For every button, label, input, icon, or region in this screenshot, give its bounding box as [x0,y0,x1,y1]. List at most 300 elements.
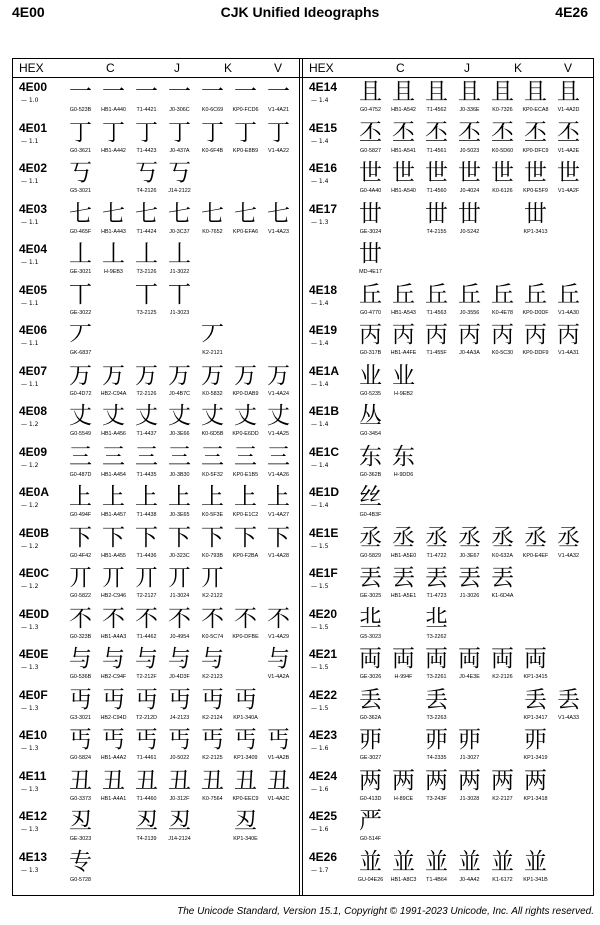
glyph: 丆 [69,322,92,348]
code-point: 4E14 [309,80,338,94]
glyph-cell [97,686,130,722]
glyph: 丁 [69,119,92,146]
glyph: 丝 [359,484,382,510]
glyph: 丘 [425,281,448,308]
code-point: 4E0E [19,647,49,661]
chart-row [13,78,301,119]
glyph: 丐 [234,727,257,753]
glyph: 丘 [359,281,382,308]
source-id: V1-4A2C [267,795,290,802]
glyph-cell [163,767,196,803]
source-id: GE-3027 [359,755,382,761]
glyph-cell [420,605,453,641]
code-point: 4E18 [309,282,338,297]
source-id: V1-4A30 [558,309,579,316]
glyph-cell [453,564,486,600]
source-id: KP1-341B [523,876,548,883]
code-point: 4E03 [19,201,48,216]
unicode-version: — 1.5 [311,664,329,671]
header-range-start: 4E00 [12,4,45,20]
unicode-version: — 1.1 [21,340,39,347]
source-id: T1-4437 [136,431,157,437]
source-id: H-89CE [393,795,414,802]
source-id: V1-4A32 [558,552,579,559]
source-id: T3-243F [426,795,447,802]
code-point: 4E07 [19,363,48,378]
glyph-cell [519,524,552,560]
glyph: 三 [234,443,257,470]
glyph: 丢 [557,686,580,713]
glyph-cell [64,524,97,560]
source-id: J4-2123 [169,714,190,721]
glyph: 下 [69,524,92,551]
source-id: K2-2126 [492,674,513,680]
chart-row [303,321,591,362]
glyph: 並 [524,848,547,875]
source-id: J0-4E3E [459,674,480,680]
glyph-cell [486,848,519,884]
chart-row [303,645,591,686]
chart-row [303,524,591,565]
source-id: G0-465F [69,228,92,235]
glyph: 丆 [201,322,224,348]
glyph-cell [163,524,196,560]
source-id: J0-4A3A [459,350,480,356]
glyph: 万 [102,362,125,389]
glyph: 丞 [557,524,580,551]
glyph-cell [453,159,486,195]
glyph: 丛 [359,403,382,429]
glyph: 丑 [267,767,290,794]
glyph-cell [486,767,519,803]
glyph: 东 [392,443,415,470]
code-point: 4E15 [309,120,338,135]
source-id: G0-514F [359,836,382,842]
source-id: G0-5827 [360,147,381,154]
source-id: HB1-A440 [101,107,126,113]
source-id: J1-3028 [459,795,480,802]
source-id: V1-4A31 [558,350,579,356]
chart-row [303,443,591,484]
unicode-version: — 1.4 [311,299,329,307]
source-id: J14-2122 [168,188,191,194]
source-id: J0-323C [169,552,190,559]
source-id: K1-6172 [492,876,513,883]
source-id: K2-2125 [202,755,223,761]
glyph: 世 [458,160,481,186]
glyph-cell [130,240,163,276]
unicode-version: — 1.3 [21,664,39,671]
source-id: HB1-A4A2 [100,755,127,761]
glyph-cell [64,159,97,195]
source-id: H-994F [394,674,413,680]
glyph-cell [229,524,262,560]
source-id: T2-212D [136,714,157,721]
glyph: 丌 [201,565,224,591]
unicode-version: — 1.4 [311,340,329,347]
chart-row [13,200,301,241]
source-id: V1-4A22 [268,147,289,154]
code-point: 4E1C [309,444,340,459]
chart-row [13,605,301,646]
glyph: 不 [69,605,92,632]
glyph: 丈 [267,403,290,429]
glyph-cell [354,767,387,803]
glyph: 両 [491,646,514,672]
glyph: 世 [425,160,448,186]
glyph-cell [196,119,229,155]
glyph-cell [64,848,97,884]
glyph-cell [262,524,295,560]
glyph-cell [196,564,229,600]
chart-row [303,605,591,646]
glyph-cell [453,726,486,762]
source-id: K0-632A [492,552,513,559]
glyph-cell [552,159,585,195]
glyph: 一 [102,79,125,105]
glyph: 丑 [69,767,92,794]
glyph-cell [552,281,585,317]
glyph: 一 [201,79,224,105]
code-point: 4E00 [19,80,48,94]
source-id: T1-4563 [426,309,447,316]
glyph: 丑 [168,767,191,794]
glyph-cell [354,321,387,357]
glyph: 不 [168,605,191,632]
source-id: K0-5C74 [201,633,224,640]
glyph: 丂 [168,160,191,186]
chart-row [303,78,591,119]
source-id: V1-4A29 [268,633,289,640]
glyph: 丙 [491,322,514,348]
source-id: K0-7326 [492,107,513,113]
glyph: 丙 [458,322,481,348]
source-id: K2-2124 [202,714,223,721]
glyph: 一 [135,79,158,105]
source-id: K0-7564 [202,795,223,802]
source-id: G5-3021 [70,188,91,194]
chart-row [303,807,591,848]
glyph: 七 [234,200,257,227]
source-id: G0-494F [69,512,92,518]
glyph: 世 [392,160,415,186]
glyph-cell [486,524,519,560]
glyph: 丟 [392,565,415,591]
code-point: 4E04 [19,242,48,256]
source-id: G0-5822 [70,593,91,599]
glyph-cell [519,200,552,236]
glyph: 专 [69,848,92,875]
unicode-version: — 1.1 [21,299,39,307]
source-id: T1-4562 [426,107,447,113]
col-j-right: J [464,61,470,75]
glyph-cell [163,159,196,195]
glyph: 丞 [392,524,415,551]
glyph: 丕 [524,119,547,146]
glyph-cell [163,605,196,641]
source-id: J0-4B7C [169,390,190,397]
glyph-cell [486,645,519,681]
chart-row [13,119,301,160]
glyph-cell [387,645,420,681]
glyph-cell [97,362,130,398]
glyph-cell [97,78,130,114]
unicode-version: — 1.4 [311,178,329,185]
source-id: GE-3024 [359,228,382,235]
source-id: G0-4A40 [359,188,382,194]
glyph-cell [519,726,552,762]
glyph-cell [229,402,262,438]
glyph: 丑 [102,767,125,794]
glyph: 丘 [392,281,415,308]
source-id: V1-4A21 [268,107,289,113]
glyph: 丅 [69,281,92,308]
glyph-cell [196,726,229,762]
glyph-cell [130,281,163,317]
glyph-cell [130,78,163,114]
glyph-cell [163,362,196,398]
source-id: GE-3021 [69,269,92,275]
glyph-cell [97,605,130,641]
glyph: 丕 [425,119,448,146]
glyph: 丌 [102,565,125,591]
glyph-cell [130,362,163,398]
glyph-cell [420,200,453,236]
glyph: 不 [135,605,158,632]
glyph: 严 [359,808,382,834]
glyph-cell [97,767,130,803]
glyph-cell [229,443,262,479]
source-id: G0-5235 [360,390,381,397]
chart-row [13,240,301,281]
source-id: HB2-C94F [100,674,127,680]
col-v-left: V [274,61,283,75]
glyph-cell [196,605,229,641]
glyph: 丈 [102,403,125,429]
glyph: 七 [69,200,92,227]
glyph-cell [262,483,295,519]
glyph: 丕 [491,119,514,146]
glyph: 丄 [168,241,191,267]
glyph-cell [354,605,387,641]
glyph: 丣 [524,727,547,753]
unicode-version: — 1.2 [21,542,39,550]
source-id: G0-317B [359,350,382,356]
glyph: 丕 [392,119,415,146]
glyph-cell [97,402,130,438]
source-id: T2-2127 [136,593,157,599]
glyph: 上 [267,484,290,510]
glyph: 万 [168,362,191,389]
source-id: V1-4A23 [268,228,289,235]
glyph: 且 [425,79,448,105]
glyph: 並 [458,848,481,875]
glyph: 且 [491,79,514,105]
glyph-cell [519,686,552,722]
glyph: 下 [135,524,158,551]
source-id: K1-6D4A [491,593,514,599]
glyph: 丕 [458,119,481,146]
glyph-cell [163,807,196,843]
glyph-cell [354,807,387,843]
source-id: HB1-A541 [391,147,416,154]
source-id: T1-4560 [426,188,447,194]
glyph: 丌 [135,565,158,591]
source-id: J0-312F [169,795,190,802]
code-point: 4E13 [19,849,48,864]
glyph-cell [262,402,295,438]
glyph-cell [229,726,262,762]
unicode-version: — 1.2 [21,502,39,509]
source-id: KP1-3417 [523,714,548,721]
glyph: 与 [135,646,158,672]
glyph: 丈 [135,403,158,429]
source-id: G0-5549 [70,431,91,437]
glyph: 丟 [491,565,514,591]
source-id: J1-3022 [169,269,190,275]
source-id: HB1-A455 [101,552,126,559]
chart-row [13,686,301,727]
glyph-cell [130,726,163,762]
source-id: J0-4A42 [459,876,480,883]
source-id: KP0-E6DD [232,431,259,437]
glyph-cell [354,119,387,155]
glyph: 並 [425,848,448,875]
glyph: 与 [102,646,125,672]
source-id: J0-5022 [169,755,190,761]
code-point: 4E19 [309,323,338,337]
glyph-cell [64,78,97,114]
source-id: J0-306C [169,107,190,113]
chart-row [13,362,301,403]
glyph: 丐 [102,727,125,753]
glyph-cell [420,119,453,155]
unicode-version: — 1.4 [311,97,329,104]
glyph: 丏 [168,686,191,713]
glyph-cell [196,767,229,803]
glyph-cell [552,119,585,155]
source-id: G5-3023 [360,633,381,640]
source-id: G0-3454 [360,431,381,437]
glyph-cell [519,78,552,114]
source-id: V1-4A2B [267,755,290,761]
code-point: 4E1D [309,485,340,499]
glyph-cell [519,321,552,357]
glyph: 丞 [524,524,547,551]
chart-row [303,686,591,727]
glyph: 两 [458,767,481,794]
glyph: 丟 [458,565,481,591]
source-id: V1-4A2A [267,674,290,680]
source-id: V1-4A2D [557,107,580,113]
source-id: V1-4A24 [268,390,289,397]
code-point: 4E16 [309,161,338,175]
col-k-right: K [514,61,523,75]
source-id: KP0-E1B5 [232,471,259,478]
source-id: K2-2121 [202,350,223,356]
code-point: 4E0A [19,485,50,499]
glyph-cell [64,767,97,803]
source-id: K0-5F32 [202,471,223,478]
glyph: 並 [392,848,415,875]
glyph-cell [130,605,163,641]
glyph: 丠 [359,605,382,632]
glyph: 丄 [102,241,125,267]
chart-row [13,281,301,322]
glyph: 丗 [359,240,382,267]
glyph-cell [262,443,295,479]
glyph-cell [130,564,163,600]
glyph-cell [163,645,196,681]
source-id: GE-3026 [359,674,382,680]
glyph: 丏 [201,686,224,713]
glyph: 丘 [458,281,481,308]
glyph: 丕 [557,119,580,146]
source-id: J0-3B30 [169,471,190,478]
unicode-version: — 1.3 [21,745,39,752]
glyph-cell [354,645,387,681]
glyph-cell [519,645,552,681]
unicode-version: — 1.4 [311,502,329,509]
glyph-cell [552,321,585,357]
source-id: KP0-DFC9 [522,147,549,154]
glyph: 丟 [425,565,448,591]
glyph: 丏 [102,686,125,713]
source-id: G0-3621 [70,147,91,154]
chart-row [13,524,301,565]
col-j-left: J [174,61,180,75]
source-id: K0-7652 [202,228,223,235]
code-point: 4E1F [309,566,338,580]
glyph-cell [229,78,262,114]
glyph-cell [130,119,163,155]
code-point: 4E24 [309,768,338,783]
glyph: 両 [392,646,415,672]
source-id: HB2-C94D [100,714,127,721]
glyph: 一 [69,79,92,105]
glyph: 丒 [234,808,257,834]
source-id: K0-6C69 [201,107,224,113]
glyph-cell [387,321,420,357]
glyph: 並 [491,848,514,875]
glyph-cell [420,848,453,884]
source-id: GE-3022 [69,309,92,316]
unicode-version: — 1.2 [21,461,39,469]
source-id: G0-362B [359,471,382,478]
glyph: 三 [135,443,158,470]
unicode-version: — 1.3 [311,218,329,226]
glyph-cell [262,78,295,114]
glyph: 一 [267,79,290,105]
chart-row [13,848,301,889]
glyph: 丄 [135,241,158,267]
chart-row [303,281,591,322]
glyph-cell [486,119,519,155]
source-id: HB1-A5E0 [390,552,417,559]
source-id: KP0-D0DF [522,309,549,316]
unicode-version: — 1.0 [21,97,39,104]
glyph: 业 [392,362,415,389]
unicode-version: — 1.1 [21,137,39,145]
glyph-cell [97,726,130,762]
source-id: KP0-ECA8 [522,107,549,113]
glyph: 丗 [458,200,481,227]
unicode-version: — 1.4 [311,380,329,388]
code-point: 4E08 [19,404,48,418]
source-id: J1-3026 [459,593,480,599]
glyph: 丁 [168,119,191,146]
glyph-cell [519,119,552,155]
